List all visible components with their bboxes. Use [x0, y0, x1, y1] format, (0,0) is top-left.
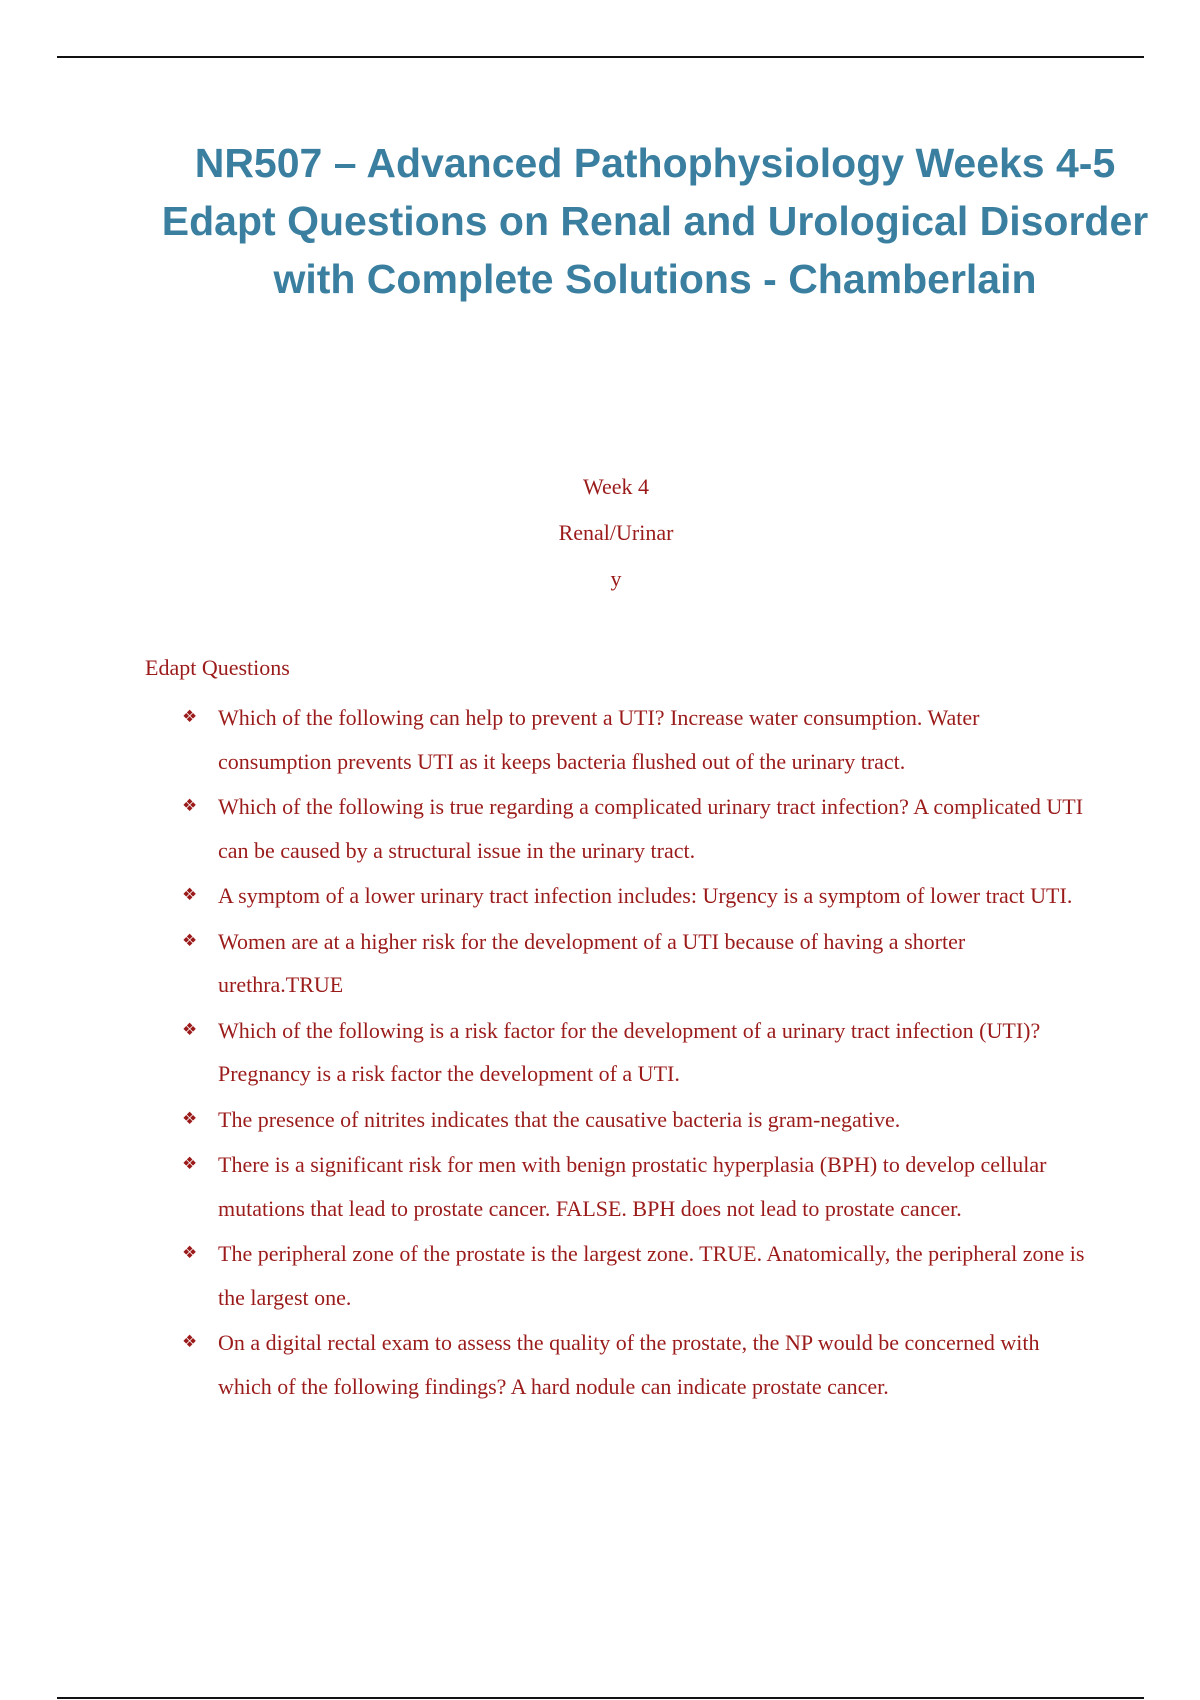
diamond-bullet-icon: ❖ [182, 1154, 198, 1174]
list-item-text: The presence of nitrites indicates that the causative bacteria is gram-negative. [218, 1106, 901, 1132]
bottom-horizontal-rule [57, 1697, 1144, 1699]
section-week-label: Week 4 [582, 474, 650, 499]
list-item [180, 1098, 1090, 1142]
diamond-bullet-icon: ❖ [182, 707, 198, 727]
diamond-bullet-icon: ❖ [182, 1108, 198, 1129]
list-item [180, 920, 1090, 1007]
diamond-bullet-icon: ❖ [182, 1332, 198, 1352]
title-line-2: Edapt Questions on Renal and Urological Disorder [161, 198, 1149, 244]
list-item [180, 1009, 1090, 1096]
list-item-text: A symptom of a lower urinary tract infection includes: Urgency is a symptom of lower tract UTI. [218, 883, 1073, 908]
section-topic-line-1: Renal/Urinar [558, 520, 674, 545]
top-horizontal-rule [57, 56, 1144, 58]
edapt-questions-heading: Edapt Questions [145, 655, 290, 680]
diamond-bullet-icon: ❖ [182, 1243, 198, 1263]
list-item [180, 785, 1090, 872]
diamond-bullet-icon: ❖ [182, 1019, 198, 1040]
list-item-text: Which of the following can help to prevent a UTI? Increase water consumption. Water consumption prevents UTI as it keeps bacteria flushed out of the urinary tract. [218, 705, 980, 774]
list-item [180, 1143, 1090, 1230]
list-item-text: There is a significant risk for men with benign prostatic hyperplasia (BPH) to develop cellular mutations that lead to prostate cancer. FALSE. BPH does not lead to prostate cancer. [218, 1152, 1047, 1221]
list-item-text: On a digital rectal exam to assess the quality of the prostate, the NP would be concerned with which of the following findings? A hard nodule can indicate prostate cancer. [218, 1330, 1040, 1399]
list-item [180, 696, 1090, 783]
title-line-3: with Complete Solutions - Chamberlain [273, 256, 1037, 302]
list-item-text: Which of the following is true regarding a complicated urinary tract infection? A complicated UTI can be caused by a structural issue in the urinary tract. [218, 794, 1084, 863]
list-item [180, 1232, 1090, 1319]
list-item-text: Which of the following is a risk factor for the development of a urinary tract infection (UTI)? Pregnancy is a risk factor the development of a UTI. [218, 1017, 1041, 1086]
list-item [180, 874, 1090, 918]
diamond-bullet-icon: ❖ [182, 796, 198, 816]
document-title [110, 134, 1200, 308]
list-item-text: Women are at a higher risk for the development of a UTI because of having a shorter urethra.TRUE [218, 928, 966, 997]
diamond-bullet-icon: ❖ [182, 885, 198, 905]
question-answer-list [180, 696, 1090, 1410]
title-line-1: NR507 – Advanced Pathophysiology Weeks 4-5 [194, 140, 1116, 186]
list-item-text: The peripheral zone of the prostate is the largest zone. TRUE. Anatomically, the peripheral zone is the largest one. [218, 1241, 1085, 1310]
diamond-bullet-icon: ❖ [182, 930, 198, 951]
list-item [180, 1321, 1090, 1408]
section-topic-line-2: y [610, 566, 622, 591]
